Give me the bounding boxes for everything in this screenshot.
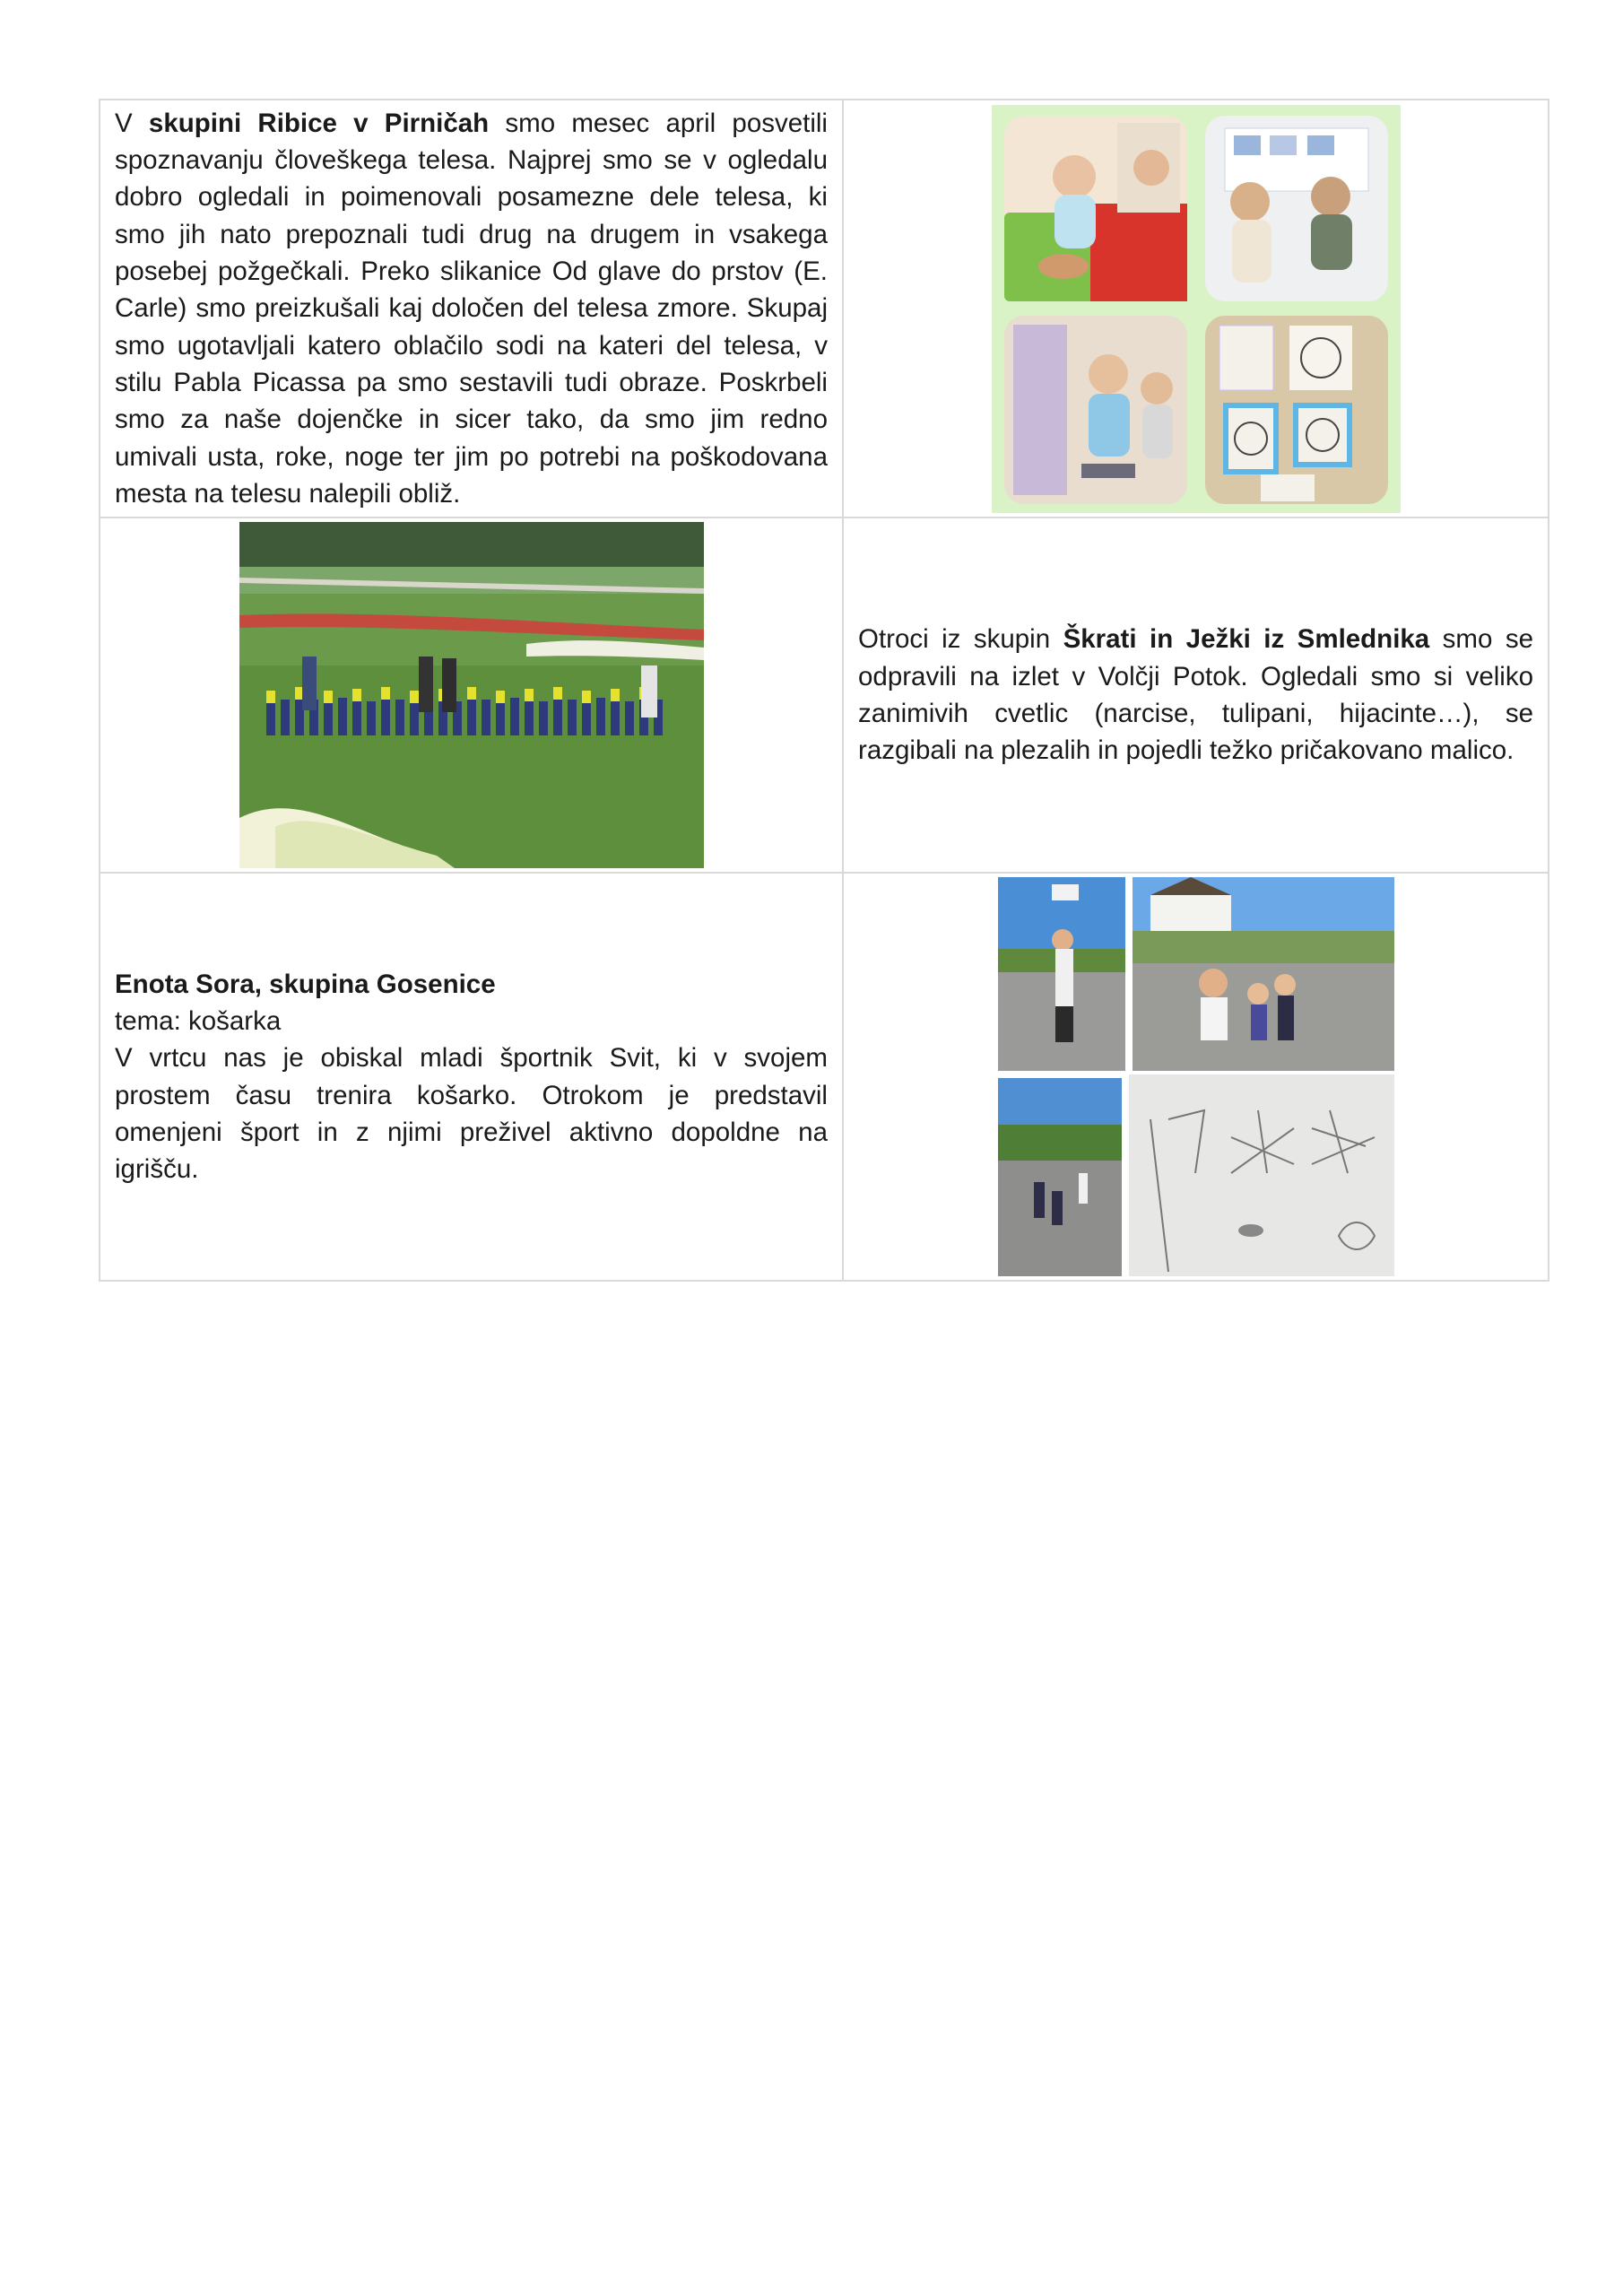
article-ribice xyxy=(100,105,842,512)
article-gosenice xyxy=(100,966,842,1188)
table-cell-text xyxy=(100,100,843,517)
photo-toddlers-mirror xyxy=(1004,116,1187,301)
content-table xyxy=(99,99,1549,1282)
photo-basketball-throw xyxy=(998,877,1125,1071)
table-row xyxy=(100,517,1549,873)
table-row xyxy=(100,873,1549,1281)
table-row xyxy=(100,100,1549,517)
table-cell-text xyxy=(100,873,843,1281)
photo-collage-basketball xyxy=(998,877,1394,1276)
photo-basketball-group xyxy=(1133,877,1394,1071)
photo-toddlers-wall xyxy=(1205,116,1388,301)
photo-toddlers-playing xyxy=(1004,316,1187,504)
photo-face-drawings xyxy=(1205,316,1388,504)
table-cell-image xyxy=(843,100,1549,517)
group-name-skrati-jezki: Škrati in Ježki iz Smlednika xyxy=(1063,624,1430,655)
paragraph-ribice: V skupini Ribice v Pirničah smo mesec april posvetili spoznavanju človeškega telesa. Najprej smo se v ogledalu dobro ogledali in poimenovali posamezne dele telesa, ki smo jih nato prepoznali tudi drug na drugem in vsakega posebej požgečkali. Preko slikanice Od glave do prstov (E. Carle) smo preizkušali kaj določen del telesa zmore. Skupaj smo ugotavljali katero oblačilo sodi na kateri del telesa, v stilu Pabla Picassa pa smo sestavili tudi obraze. Poskrbeli smo za naše dojenčke in sicer tako, da smo jim redno umivali usta, roke, noge ter jim po potrebi na poškodovana mesta na telesu nalepili obliž. xyxy=(115,108,828,509)
paragraph-skrati-jezki: Otroci iz skupin Škrati in Ježki iz Smlednika smo se odpravili na izlet v Volčji Potok. Ogledali smo si veliko zanimivih cvetlic (narcise, tulipani, hijacinte…), se razgibali na plezalih in pojedli težko pričakovano malico. xyxy=(858,624,1533,766)
paragraph-gosenice: V vrtcu nas je obiskal mladi športnik Svit, ki v svojem prostem času trenira košarko. Otrokom je predstavil omenjeni šport in z njimi preživel aktivno dopoldne na igrišču. xyxy=(115,1043,828,1185)
topic-gosenice: tema: košarka xyxy=(115,1005,282,1036)
table-cell-image xyxy=(100,517,843,873)
table-cell-image xyxy=(843,873,1549,1281)
group-name-ribice: skupini Ribice v Pirničah xyxy=(148,108,490,138)
photo-group-park xyxy=(239,522,704,868)
article-skrati-jezki xyxy=(844,621,1548,769)
table-cell-text xyxy=(843,517,1549,873)
heading-gosenice: Enota Sora, skupina Gosenice xyxy=(115,969,496,999)
photo-basketball-court xyxy=(998,1078,1122,1276)
photo-child-drawing xyxy=(1129,1074,1394,1276)
photo-collage-ribice xyxy=(992,105,1401,513)
